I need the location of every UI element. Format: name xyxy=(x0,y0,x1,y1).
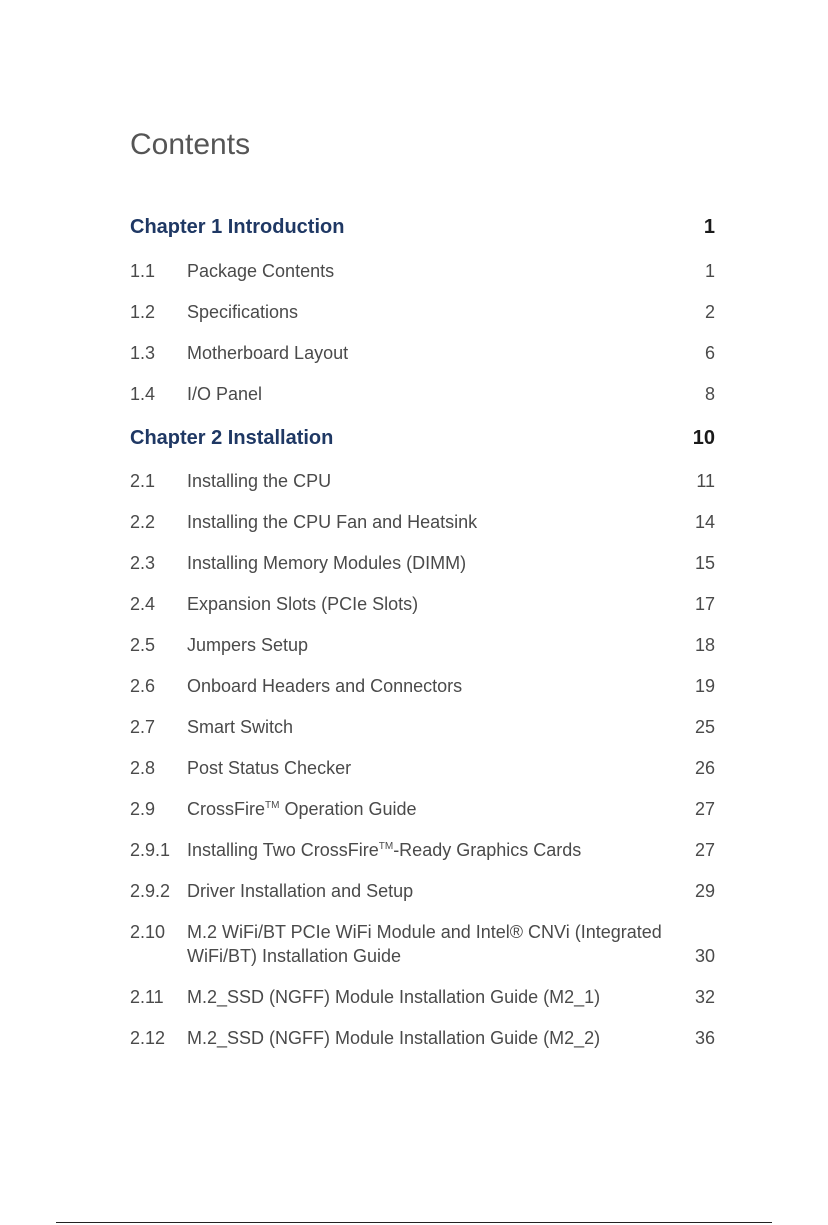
toc-page-number: 2 xyxy=(704,302,715,322)
toc-page-number: 29 xyxy=(694,881,715,901)
toc-page-number: 17 xyxy=(694,594,715,614)
toc-page-number: 30 xyxy=(694,946,715,966)
toc-page-number: 15 xyxy=(694,553,715,573)
toc-section-title: Package Contents xyxy=(187,261,335,281)
toc-section-title: I/O Panel xyxy=(187,384,263,404)
toc-section-number: 2.8 xyxy=(130,758,156,778)
trademark-mark: TM xyxy=(378,841,394,852)
page-title: Contents xyxy=(130,128,251,161)
toc-page-number: 14 xyxy=(694,512,715,532)
toc-section-title: Installing Two CrossFire™-Ready Graphics Cards xyxy=(187,840,582,860)
toc-section-number: 2.3 xyxy=(130,553,156,573)
toc-section-number: 2.11 xyxy=(130,987,164,1007)
toc-page-number: 6 xyxy=(704,343,715,363)
toc-section-number: 1.2 xyxy=(130,302,156,322)
toc-section-number: 1.3 xyxy=(130,343,156,363)
toc-page-number: 19 xyxy=(694,676,715,696)
toc-section-number: 2.4 xyxy=(130,594,156,614)
toc-page-number: 36 xyxy=(694,1028,715,1048)
toc-section-title: M.2 WiFi/BT PCIe WiFi Module and Intel® CNVi (Integrated WiFi/BT) Installation Guide xyxy=(187,922,662,966)
trademark-mark: TM xyxy=(265,800,280,811)
toc-section-title: Smart Switch xyxy=(187,717,294,737)
toc-section-title: Jumpers Setup xyxy=(187,635,309,655)
toc-section-title: Installing Memory Modules (DIMM) xyxy=(187,553,467,573)
toc-page-number: 18 xyxy=(694,635,715,655)
toc-page-number: 11 xyxy=(696,471,715,491)
toc-page-number: 25 xyxy=(694,717,715,737)
toc-section-number: 1.1 xyxy=(130,261,156,281)
toc-section-number: 2.7 xyxy=(130,717,156,737)
toc-section-title: Installing the CPU xyxy=(187,471,332,491)
toc-page-number: 1 xyxy=(703,216,715,238)
toc-section-number: 2.9.1 xyxy=(130,840,171,860)
toc-section-title: Expansion Slots (PCIe Slots) xyxy=(187,594,419,614)
toc-page-number: 27 xyxy=(694,799,715,819)
toc-page-number: 8 xyxy=(704,384,715,404)
toc-section-title: Motherboard Layout xyxy=(187,343,349,363)
toc-section-number: 2.10 xyxy=(130,922,166,942)
toc-chapter-title: Chapter 1 Introduction xyxy=(130,216,345,238)
toc-page-number: 10 xyxy=(692,427,715,449)
toc-section-title: CrossFire™ Operation Guide xyxy=(187,799,417,819)
toc-page-number: 32 xyxy=(694,987,715,1007)
toc-page-number: 26 xyxy=(694,758,715,778)
toc-section-number: 1.4 xyxy=(130,384,156,404)
toc-section-number: 2.9 xyxy=(130,799,156,819)
toc-chapter-title: Chapter 2 Installation xyxy=(130,427,334,449)
toc-section-number: 2.5 xyxy=(130,635,156,655)
toc-section-title: Onboard Headers and Connectors xyxy=(187,676,463,696)
toc-section-title: M.2_SSD (NGFF) Module Installation Guide (M2_1) xyxy=(187,987,601,1007)
toc-section-number: 2.1 xyxy=(130,471,156,491)
toc-section-title: Driver Installation and Setup xyxy=(187,881,414,901)
toc-section-number: 2.9.2 xyxy=(130,881,171,901)
toc-page-number: 27 xyxy=(694,840,715,860)
toc-section-title: Specifications xyxy=(187,302,299,322)
toc-section-title: Installing the CPU Fan and Heatsink xyxy=(187,512,478,532)
toc-section-title: Post Status Checker xyxy=(187,758,352,778)
toc-section-number: 2.2 xyxy=(130,512,156,532)
toc-section-title: M.2_SSD (NGFF) Module Installation Guide (M2_2) xyxy=(187,1028,601,1048)
toc-section-number: 2.12 xyxy=(130,1028,166,1048)
footer-rule xyxy=(56,1222,772,1223)
toc-section-number: 2.6 xyxy=(130,676,156,696)
toc-page-number: 1 xyxy=(704,261,715,281)
